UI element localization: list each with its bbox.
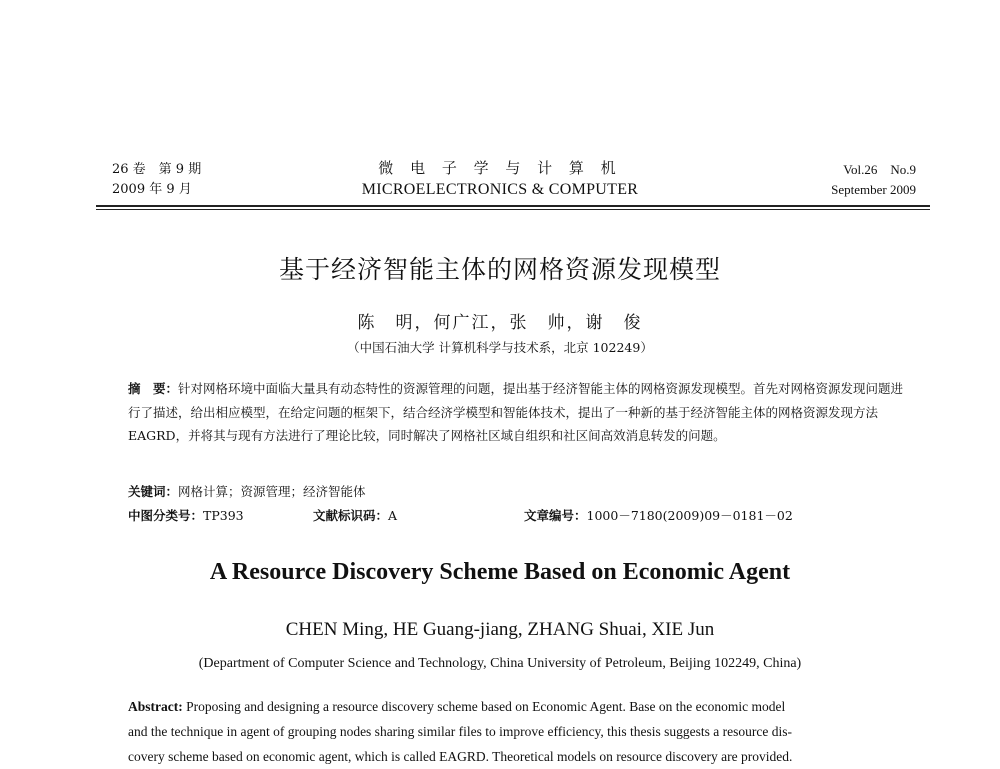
keywords-cn-text: 网格计算；资源管理；经济智能体 bbox=[178, 484, 366, 499]
affiliation-cn: （中国石油大学 计算机科学与技术系，北京 102249） bbox=[347, 340, 653, 355]
abstract-en-label: Abstract: bbox=[128, 699, 183, 714]
abstract-en-line-3: covery scheme based on economic agent, which is called EAGRD. Theoretical models on resource discovery are provided. bbox=[128, 749, 793, 764]
journal-name-en: MICROELECTRONICS & COMPUTER bbox=[361, 181, 639, 198]
article-label: 文章编号： bbox=[524, 508, 587, 523]
doc-label: 文献标识码： bbox=[313, 508, 389, 523]
affiliation-en: (Department of Computer Science and Technology, China University of Petroleum, Beijing 102249, China) bbox=[198, 656, 802, 671]
date-en: September 2009 bbox=[831, 182, 916, 197]
journal-date-block bbox=[831, 160, 916, 200]
journal-name-cn: 微 电 子 学 与 计 算 机 bbox=[378, 159, 622, 177]
abstract-cn-text: 针对网格环境中面临大量具有动态特性的资源管理的问题，提出基于经济智能主体的网格资源发现模型。首先对网格资源发现问题进行了描述，给出相应模型，在给定问题的框架下，结合经济学模型和智能体技术，提出了一种新的基于经济智能主体的网格资源发现方法 EAGRD，并将其与现有方法进行了理论比较，同时解决了网格社区域自组织和社区间高效消息转发的问题。 bbox=[128, 381, 904, 443]
clc-label: 中图分类号： bbox=[128, 508, 204, 523]
document-code bbox=[313, 506, 397, 524]
paper-title-en: A Resource Discovery Scheme Based on Economic Agent bbox=[209, 559, 791, 585]
abstract-cn-label: 摘 要： bbox=[128, 381, 179, 396]
abstract-cn bbox=[128, 377, 914, 448]
clc-value: TP393 bbox=[203, 508, 244, 523]
doc-value: A bbox=[388, 508, 398, 523]
authors-en: CHEN Ming, HE Guang-jiang, ZHANG Shuai, XIE Jun bbox=[285, 619, 715, 640]
volume-issue-en: Vol.26 No.9 bbox=[843, 162, 916, 177]
abstract-en-line-1 bbox=[128, 694, 914, 719]
article-value: 1000－7180(2009)09－0181－02 bbox=[586, 508, 793, 523]
article-number bbox=[524, 506, 793, 524]
abstract-en-text-1: Proposing and designing a resource discovery scheme based on Economic Agent. Base on the economic model bbox=[186, 699, 786, 714]
paper-title-cn: 基于经济智能主体的网格资源发现模型 bbox=[278, 255, 721, 284]
header-rule-thick bbox=[96, 205, 930, 207]
abstract-en bbox=[128, 694, 914, 769]
keywords-cn-label: 关键词： bbox=[128, 484, 179, 499]
abstract-en-line-2: and the technique in agent of grouping nodes sharing similar files to improve efficiency, this thesis suggests a resource dis- bbox=[128, 724, 792, 739]
header-rule-thin bbox=[96, 209, 930, 210]
clc-number bbox=[128, 506, 244, 524]
keywords-cn bbox=[128, 482, 366, 500]
volume-issue-cn: 26 卷 第 9 期 bbox=[112, 162, 202, 177]
date-cn: 2009 年 9 月 bbox=[112, 182, 192, 197]
authors-cn: 陈 明，何广江，张 帅，谢 俊 bbox=[357, 313, 643, 333]
